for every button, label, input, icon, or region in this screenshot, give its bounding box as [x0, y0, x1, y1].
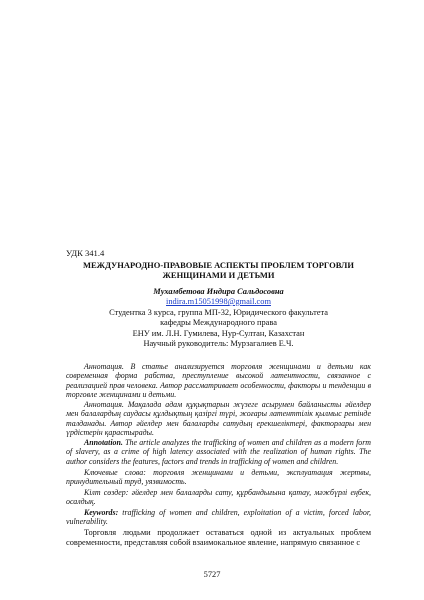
udk-code: УДК 341.4	[66, 248, 105, 258]
title-line-2: ЖЕНЩИНАМИ И ДЕТЬМИ	[162, 270, 275, 280]
keywords-en-label: Keywords:	[84, 508, 119, 517]
body-paragraph	[66, 528, 371, 548]
title-line-1: МЕЖДУНАРОДНО-ПРАВОВЫЕ АСПЕКТЫ ПРОБЛЕМ ТОРГОВЛИ	[82, 260, 355, 270]
author-email-link[interactable]: indira.m15051998@gmail.com	[166, 297, 271, 306]
author-affiliation-2: кафедры Международного права	[160, 318, 277, 327]
page-number: 5727	[203, 570, 221, 579]
abstract-ru	[66, 362, 371, 400]
body-paragraph-text: Торговля людьми продолжает оставаться одной из актуальных проблем современности, представляя собой взаимокальное явление, напрямую связанное с	[66, 528, 371, 547]
abstract-kz-text: Аннотация. Мақалада адам құқықтарын жүзеге асырумен байланысты әйелдер мен балалардың саудасы құлдықтың қазіргі түрі, жоғары латенттілік қылмыс ретінде талданады. Автор әйелдер мен балаларды сатудың ерекшеліктері, факторлары мен үрдістерін қарастырады.	[66, 400, 371, 438]
keywords-en	[66, 508, 371, 527]
abstract-en	[66, 438, 371, 466]
keywords-ru	[66, 468, 371, 487]
supervisor: Научный руководитель: Мурзагалиев Е.Ч.	[143, 339, 294, 348]
abstract-ru-text: Аннотация. В статье анализируется торговля женщинами и детьми как современная форма рабства, преступление высокой латентности, связанное с реализацией прав человека. Автор рассматривает особенности, факторы и тенденции в торговле женщинами и детьми.	[66, 362, 371, 400]
abstract-en-label: Annotation.	[84, 438, 123, 447]
author-name: Мухамбетова Индира Сальдосовна	[153, 287, 284, 296]
keywords-ru-text: Ключевые слова: торговля женщинами и детьми, эксплуатация жертвы, принудительный труд, уязвимость.	[66, 468, 371, 487]
author-affiliation-1: Студентка 3 курса, группа МП-32, Юридического факультета	[109, 308, 328, 317]
abstract-en-text: The article analyzes the trafficking of women and children as a modern form of slavery, as a crime of high latency associated with the realization of human rights. The author considers the features, factors and trends in trafficking of women and children.	[66, 438, 371, 466]
author-affiliation-3: ЕНУ им. Л.Н. Гумилева, Нур-Султан, Казахстан	[132, 329, 305, 338]
keywords-kz	[66, 488, 371, 507]
abstract-kz	[66, 400, 371, 438]
article-title	[66, 260, 371, 280]
keywords-en-text: trafficking of women and children, exploitation of a victim, forced labor, vulnerability.	[66, 508, 371, 527]
keywords-kz-text: Кілт сөздер: әйелдер мен балаларды сату, құрбандығына қатау, мәжбүрлі еңбек, осалдық.	[66, 488, 371, 507]
